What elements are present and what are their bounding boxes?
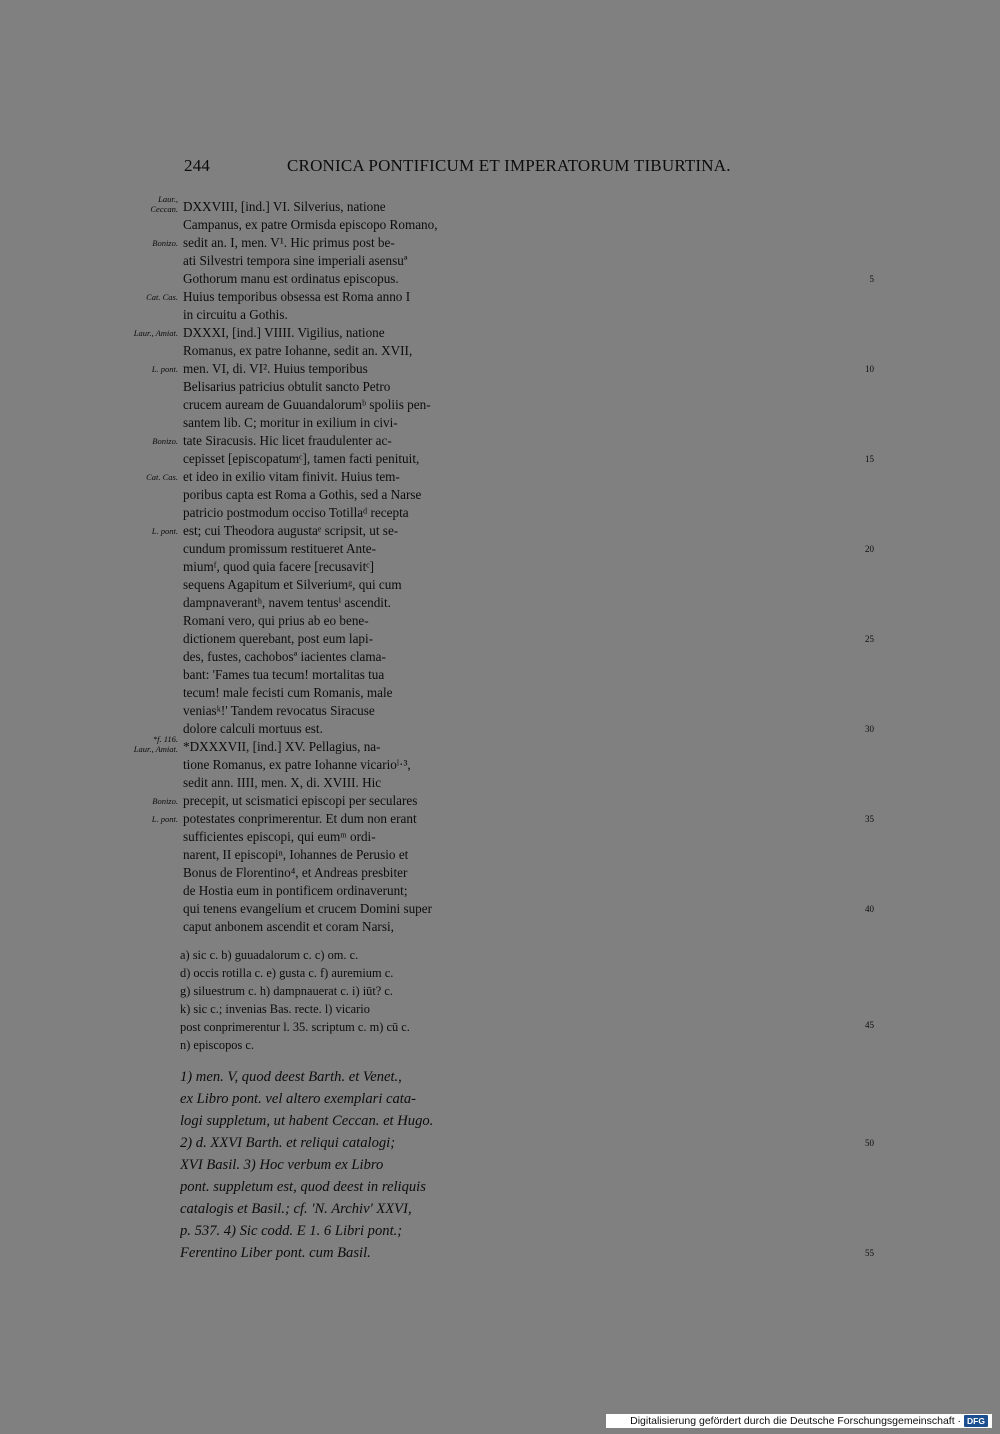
margin-source-note: L. pont. [151, 364, 178, 374]
text-line: DXXVIII, [ind.] VI. Silverius, natione [183, 199, 386, 214]
text-line: patricio postmodum occiso Totillaᵈ recepta [183, 505, 409, 520]
text-line: bant: 'Fames tua tecum! mortalitas tua [183, 667, 385, 682]
line-number: 10 [865, 364, 874, 374]
text-line: dampnaverantʰ, navem tentusⁱ ascendit. [183, 595, 391, 610]
text-line: dolore calculi mortuus est. [183, 721, 323, 736]
margin-source-note: Cat. Cas. [146, 472, 178, 482]
line-number: 50 [865, 1138, 874, 1148]
apparatus-line: post conprimerentur l. 35. scriptum c. m) cū c. [180, 1020, 410, 1034]
editorial-note-line: Ferentino Liber pont. cum Basil. [180, 1245, 371, 1261]
text-line: qui tenens evangelium et crucem Domini super [183, 901, 433, 916]
margin-source-note: Bonizo. [152, 238, 178, 248]
text-line: veniasᵏ!' Tandem revocatus Siracuse [183, 703, 375, 718]
text-line: santem lib. C; moritur in exilium in civi- [183, 415, 398, 430]
editorial-note-line: catalogis et Basil.; cf. 'N. Archiv' XXVI, [180, 1201, 412, 1217]
text-line: miumᶠ, quod quia facere [recusavitᶜ] [183, 559, 375, 574]
line-number: 20 [865, 544, 874, 554]
margin-source-note: Laur., Ceccan. [150, 194, 178, 214]
margin-source-note: Laur., Amiat. [133, 328, 178, 338]
editorial-note-line: XVI Basil. 3) Hoc verbum ex Libro [180, 1157, 384, 1173]
margin-source-note: L. pont. [151, 814, 178, 824]
line-number: 30 [865, 724, 874, 734]
line-number: 25 [865, 634, 874, 644]
page-number: 244 [184, 156, 211, 175]
page-header [0, 156, 1000, 180]
text-line: Huius temporibus obsessa est Roma anno I [183, 289, 411, 304]
text-line: caput anbonem ascendit et coram Narsi, [183, 919, 394, 934]
text-line: tate Siracusis. Hic licet fraudulenter ac- [183, 433, 392, 448]
editorial-note-line: pont. suppletum est, quod deest in reliquis [180, 1179, 426, 1195]
text-line: des, fustes, cachobosª iacientes clama- [183, 649, 386, 664]
text-line: est; cui Theodora augustaᵉ scripsit, ut se- [183, 523, 399, 538]
editorial-note-line: ex Libro pont. vel altero exemplari cata- [180, 1091, 417, 1107]
text-line: poribus capta est Roma a Gothis, sed a Narse [183, 487, 422, 502]
apparatus-line: d) occis rotilla c. e) gusta c. f) auremium c. [180, 966, 394, 980]
apparatus-line: g) siluestrum c. h) dampnauerat c. i) iūt? c. [180, 984, 393, 998]
editorial-note-line: 2) d. XXVI Barth. et reliqui catalogi; [180, 1135, 396, 1151]
text-line: narent, II episcopiⁿ, Iohannes de Perusio et [183, 847, 409, 862]
running-title: CRONICA PONTIFICUM ET IMPERATORUM TIBURTINA. [287, 156, 731, 175]
footer-bar [606, 1414, 992, 1428]
line-number: 5 [869, 274, 874, 284]
apparatus-line: a) sic c. b) guuadalorum c. c) om. c. [180, 948, 359, 962]
line-number: 40 [865, 904, 874, 914]
text-line: potestates conprimerentur. Et dum non erant [183, 811, 417, 826]
margin-source-note: Bonizo. [152, 796, 178, 806]
margin-source-note: *f. 116. Laur., Amiat. [133, 734, 178, 754]
text-line: Romanus, ex patre Iohanne, sedit an. XVII, [183, 343, 413, 358]
text-line: sedit ann. IIII, men. X, di. XVIII. Hic [183, 775, 382, 790]
line-number: 55 [865, 1248, 874, 1258]
margin-source-note: L. pont. [151, 526, 178, 536]
margin-source-note: Cat. Cas. [146, 292, 178, 302]
editorial-note-line: 1) men. V, quod deest Barth. et Venet., [180, 1069, 402, 1085]
text-line: et ideo in exilio vitam finivit. Huius tem- [183, 469, 400, 484]
editorial-note-line: logi suppletum, ut habent Ceccan. et Hugo. [180, 1113, 434, 1129]
text-line: ati Silvestri tempora sine imperiali asensuª [183, 253, 408, 268]
text-line: cundum promissum restitueret Ante- [183, 541, 377, 556]
text-line: in circuitu a Gothis. [183, 307, 288, 322]
text-line: Bonus de Florentino⁴, et Andreas presbiter [183, 865, 408, 880]
editorial-note-line: p. 537. 4) Sic codd. E 1. 6 Libri pont.; [180, 1223, 403, 1239]
text-line: sedit an. I, men. V¹. Hic primus post be- [183, 235, 395, 250]
text-line: tecum! male fecisti cum Romanis, male [183, 685, 393, 700]
text-line: men. VI, di. VI². Huius temporibus [183, 361, 368, 376]
text-line: Romani vero, qui prius ab eo bene- [183, 613, 369, 628]
text-line: crucem auream de Guuandalorumᵇ spoliis pen- [183, 397, 431, 412]
text-line: precepit, ut scismatici episcopi per seculares [183, 793, 418, 808]
text-line: DXXXI, [ind.] VIIII. Vigilius, natione [183, 325, 385, 340]
text-line: sufficientes episcopi, qui eumᵐ ordi- [183, 829, 376, 844]
text-line: sequens Agapitum et Silveriumᵍ, qui cum [183, 577, 402, 592]
line-number: 45 [865, 1020, 874, 1030]
apparatus-line: k) sic c.; invenias Bas. recte. l) vicario [180, 1002, 370, 1016]
text-line: Belisarius patricius obtulit sancto Petro [183, 379, 391, 394]
line-number: 35 [865, 814, 874, 824]
apparatus-line: n) episcopos c. [180, 1038, 254, 1052]
text-line: de Hostia eum in pontificem ordinaverunt; [183, 883, 408, 898]
text-line: *DXXXVII, [ind.] XV. Pellagius, na- [183, 739, 381, 754]
margin-source-note: Bonizo. [152, 436, 178, 446]
text-line: Campanus, ex patre Ormisda episcopo Romano, [183, 217, 438, 232]
line-number: 15 [865, 454, 874, 464]
dfg-logo[interactable]: DFG [964, 1415, 988, 1427]
text-line: dictionem querebant, post eum lapi- [183, 631, 374, 646]
text-line: tione Romanus, ex patre Iohanne vicarioˡ·³, [183, 757, 411, 772]
footer-funding-text: Digitalisierung gefördert durch die Deutsche Forschungsgemeinschaft · [630, 1415, 962, 1427]
text-line: cepisset [episcopatumᶜ], tamen facti penituit, [183, 451, 420, 466]
text-line: Gothorum manu est ordinatus episcopus. [183, 271, 399, 286]
